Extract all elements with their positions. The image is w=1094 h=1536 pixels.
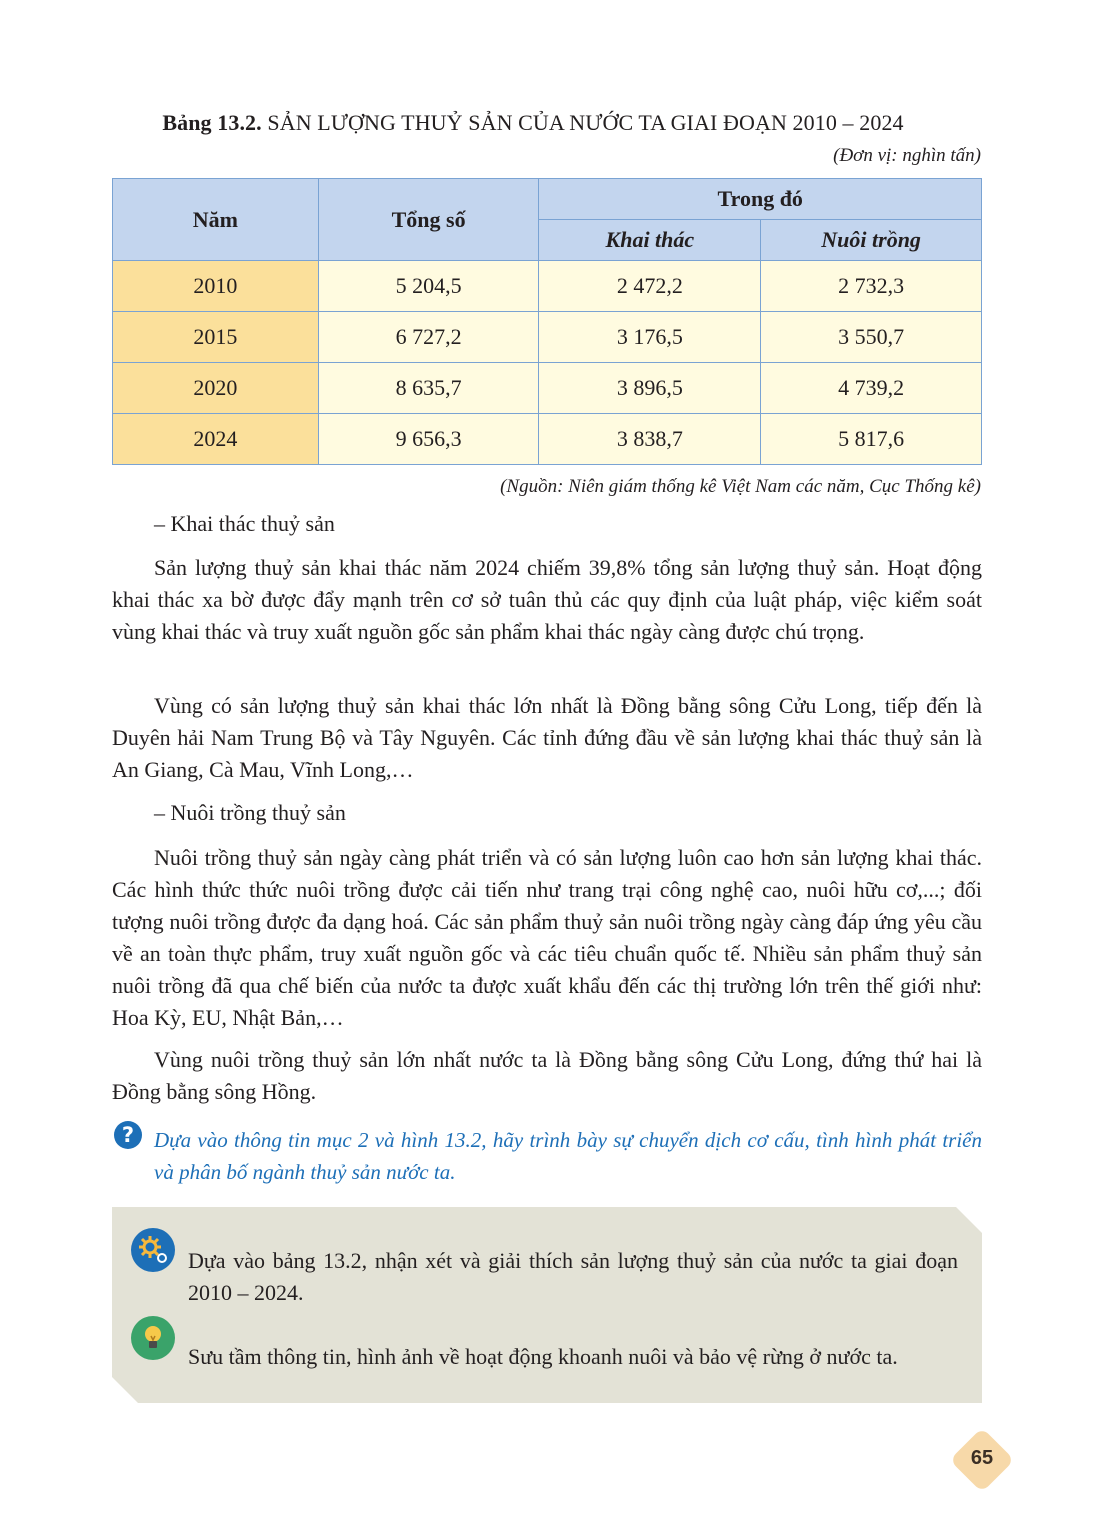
table-unit: (Đơn vị: nghìn tấn) <box>833 145 981 166</box>
table-title <box>112 110 954 136</box>
lightbulb-icon <box>131 1316 175 1360</box>
cell-catch: 2 472,2 <box>539 261 761 312</box>
cell-farm: 4 739,2 <box>761 363 982 414</box>
cell-farm: 2 732,3 <box>761 261 982 312</box>
cell-farm: 3 550,7 <box>761 312 982 363</box>
header-farm: Nuôi trồng <box>761 220 982 261</box>
header-year: Năm <box>113 179 319 261</box>
task-practice: Dựa vào bảng 13.2, nhận xét và giải thích sản lượng thuỷ sản của nước ta giai đoạn 2010 – 2024. <box>188 1248 958 1305</box>
paragraph-catch-regions: Vùng có sản lượng thuỷ sản khai thác lớn nhất là Đồng bằng sông Cửu Long, tiếp đến là Duyên hải Nam Trung Bộ và Tây Nguyên. Các tỉnh đứng đầu về sản lượng khai thác thuỷ sản là An Giang, Cà Mau, Vĩnh Long,… <box>112 693 982 782</box>
paragraph-catch-share: Sản lượng thuỷ sản khai thác năm 2024 chiếm 39,8% tổng sản lượng thuỷ sản. Hoạt động khai thác xa bờ được đẩy mạnh trên cơ sở tuân thủ các quy định của luật pháp, việc kiểm soát vùng khai thác và truy xuất nguồn gốc sản phẩm khai thác ngày càng được chú trọng. <box>112 555 982 644</box>
cell-year: 2020 <box>113 363 319 414</box>
table-row <box>113 312 982 363</box>
subheading-catch: – Khai thác thuỷ sản <box>154 511 335 536</box>
production-table <box>112 178 982 465</box>
task-apply: Sưu tầm thông tin, hình ảnh về hoạt động khoanh nuôi và bảo vệ rừng ở nước ta. <box>188 1344 898 1369</box>
cell-year: 2024 <box>113 414 319 465</box>
header-catch: Khai thác <box>539 220 761 261</box>
table-row <box>113 414 982 465</box>
paragraph-farming: Nuôi trồng thuỷ sản ngày càng phát triển và có sản lượng luôn cao hơn sản lượng khai thác. Các hình thức thức nuôi trồng được cải tiến như trang trại công nghệ cao, nuôi hữu cơ,...; đối tượng nuôi trồng được đa dạng hoá. Các sản phẩm thuỷ sản nuôi trồng ngày càng đáp ứng yêu cầu về an toàn thực phẩm, truy xuất nguồn gốc và các tiêu chuẩn quốc tế. Nhiều sản phẩm thuỷ sản nuôi trồng đã qua chế biến của nước ta được xuất khẩu đến các thị trường lớn trên thế giới như: Hoa Kỳ, EU, Nhật Bản,… <box>112 845 982 1030</box>
header-group: Trong đó <box>539 179 982 220</box>
cell-total: 9 656,3 <box>318 414 539 465</box>
question-icon: ? <box>114 1121 142 1149</box>
cell-catch: 3 838,7 <box>539 414 761 465</box>
header-total: Tổng số <box>318 179 539 261</box>
cell-total: 8 635,7 <box>318 363 539 414</box>
cell-year: 2010 <box>113 261 319 312</box>
table-title-text: SẢN LƯỢNG THUỶ SẢN CỦA NƯỚC TA GIAI ĐOẠN 2010 – 2024 <box>261 110 904 135</box>
page-number: 65 <box>970 1447 994 1469</box>
question-text: Dựa vào thông tin mục 2 và hình 13.2, hãy trình bày sự chuyển dịch cơ cấu, tình hình phát triển và phân bố ngành thuỷ sản nước ta. <box>154 1128 982 1184</box>
subheading-farming: – Nuôi trồng thuỷ sản <box>154 800 346 825</box>
cell-year: 2015 <box>113 312 319 363</box>
table-row <box>113 363 982 414</box>
table-row <box>113 261 982 312</box>
paragraph-farming-regions: Vùng nuôi trồng thuỷ sản lớn nhất nước ta là Đồng bằng sông Cửu Long, đứng thứ hai là Đồng bằng sông Hồng. <box>112 1047 982 1104</box>
cell-farm: 5 817,6 <box>761 414 982 465</box>
cell-total: 6 727,2 <box>318 312 539 363</box>
cell-total: 5 204,5 <box>318 261 539 312</box>
table-source: (Nguồn: Niên giám thống kê Việt Nam các năm, Cục Thống kê) <box>500 476 981 497</box>
table-number: Bảng 13.2. <box>162 110 262 135</box>
gear-icon <box>131 1228 175 1272</box>
cell-catch: 3 176,5 <box>539 312 761 363</box>
cell-catch: 3 896,5 <box>539 363 761 414</box>
